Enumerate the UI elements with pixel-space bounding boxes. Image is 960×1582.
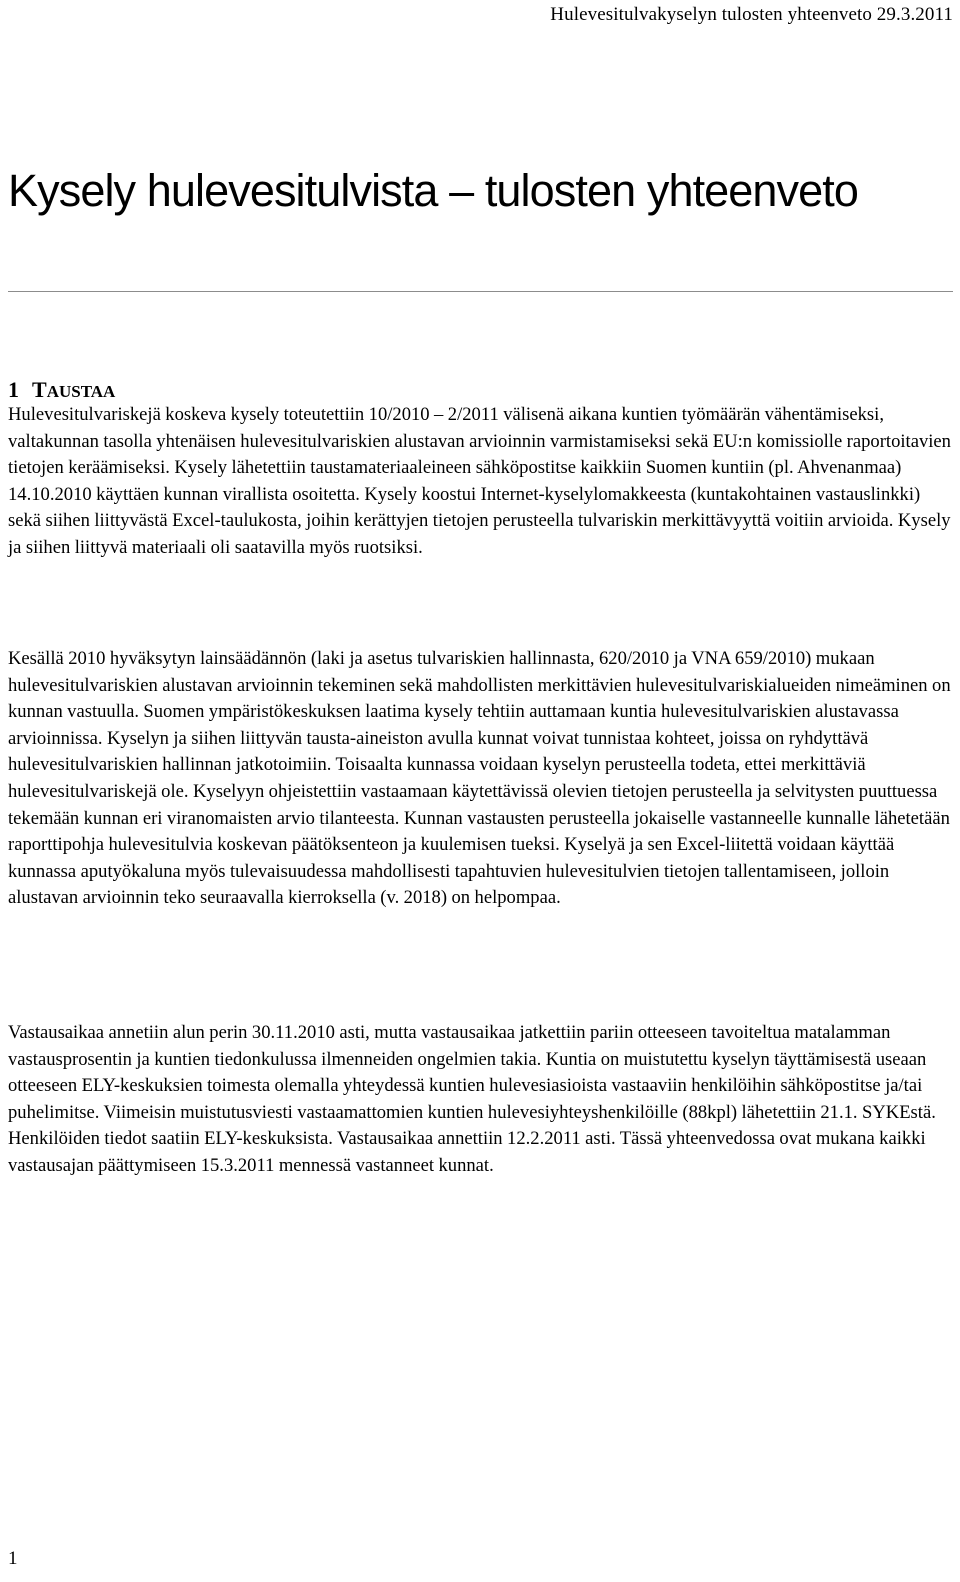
body-paragraph-3: Vastausaikaa annetiin alun perin 30.11.2010 asti, mutta vastausaikaa jatkettiin pariin otteeseen tavoiteltua matalamman vastausprosentin ja kuntien tiedonkulussa ilmenneiden ongelmien takia. Kuntia on muistutettu kyselyn täyttämisestä useaan otteeseen ELY-keskuksien toimesta olemalla yhteydessä kuntien hulevesiasioista vastaaviin henkilöihin sähköpostitse ja/tai puhelimitse. Viimeisin muistutusviesti vastaamattomien kuntien hulevesiyhteyshenkilöille (88kpl) lähetettiin 21.1. SYKEstä. Henkilöiden tiedot saatiin ELY-keskuksista. Vastausaikaa annettiin 12.2.2011 asti. Tässä yhteenvedossa ovat mukana kaikki vastausajan päättymiseen 15.3.2011 mennessä vastanneet kunnat. (8, 1022, 936, 1176)
section-number: 1 (8, 377, 19, 402)
title-divider (8, 291, 953, 292)
page-number: 1 (8, 1548, 18, 1569)
document-title: Kysely hulevesitulvista – tulosten yhteenveto (8, 165, 859, 216)
running-header: Hulevesitulvakyselyn tulosten yhteenveto 29.3.2011 (550, 4, 953, 25)
body-paragraph-1: Hulevesitulvariskejä koskeva kysely toteutettiin 10/2010 – 2/2011 välisenä aikana kuntien työmäärän vähentämiseksi, valtakunnan tasolla yhtenäisen hulevesitulvariskien alustavan arvioinnin varmistamiseksi sekä EU:n komissiolle raportoitavien tietojen keräämiseksi. Kysely lähetettiin taustamateriaaleineen sähköpostitse kaikkiin Suomen kuntiin (pl. Ahvenanmaa) 14.10.2010 käyttäen kunnan virallista osoitetta. Kysely koostui Internet-kyselylomakkeesta (kuntakohtainen vastauslinkki) sekä siihen liittyvästä Excel-taulukosta, joihin kerättyjen tietojen perusteella tulvariskin merkittävyyttä voitiin arvioida. Kysely ja siihen liittyvä materiaali oli saatavilla myös ruotsiksi. (8, 404, 951, 558)
body-paragraph-2: Kesällä 2010 hyväksytyn lainsäädännön (laki ja asetus tulvariskien hallinnasta, 620/2010 ja VNA 659/2010) mukaan hulevesitulvariskien alustavan arvioinnin tekeminen sekä mahdollisten merkittävien hulevesitulvariskialueiden nimeäminen on kunnan vastuulla. Suomen ympäristökeskuksen laatima kysely tehtiin auttamaan kuntia hulevesitulvariskien alustavassa arvioinnissa. Kyselyn ja siihen liittyvän tausta-aineiston avulla kunnat voivat tunnistaa kohteet, joissa on ryhdyttävä hulevesitulvariskien hallinnan jatkotoimiin. Toisaalta kunnassa voidaan kyselyn perusteella todeta, ettei merkittäviä hulevesitulvariskejä ole. Kyselyyn ohjeistettiin vastaamaan käytettävissä olevien tietojen perusteella ja selvitysten puuttuessa tekemään kunnan eri viranomaisten arvio tilanteesta. Kunnan vastausten perusteella jokaiselle vastanneelle kunnalle lähetetään raporttipohja hulevesitulvia koskevan päätöksenteon ja kuulemisen tueksi. Kyselyä ja sen Excel-liitettä voidaan käyttää kunnassa aputyökaluna myös tulevaisuudessa mahdollisesti tapahtuvien hulevesitulvien tietojen tallentamiseen, jolloin alustavan arvioinnin teko seuraavalla kierroksella (v. 2018) on helpompaa. (8, 648, 951, 909)
section-title-initial: T (32, 377, 47, 402)
section-title-rest: AUSTAA (46, 382, 116, 401)
